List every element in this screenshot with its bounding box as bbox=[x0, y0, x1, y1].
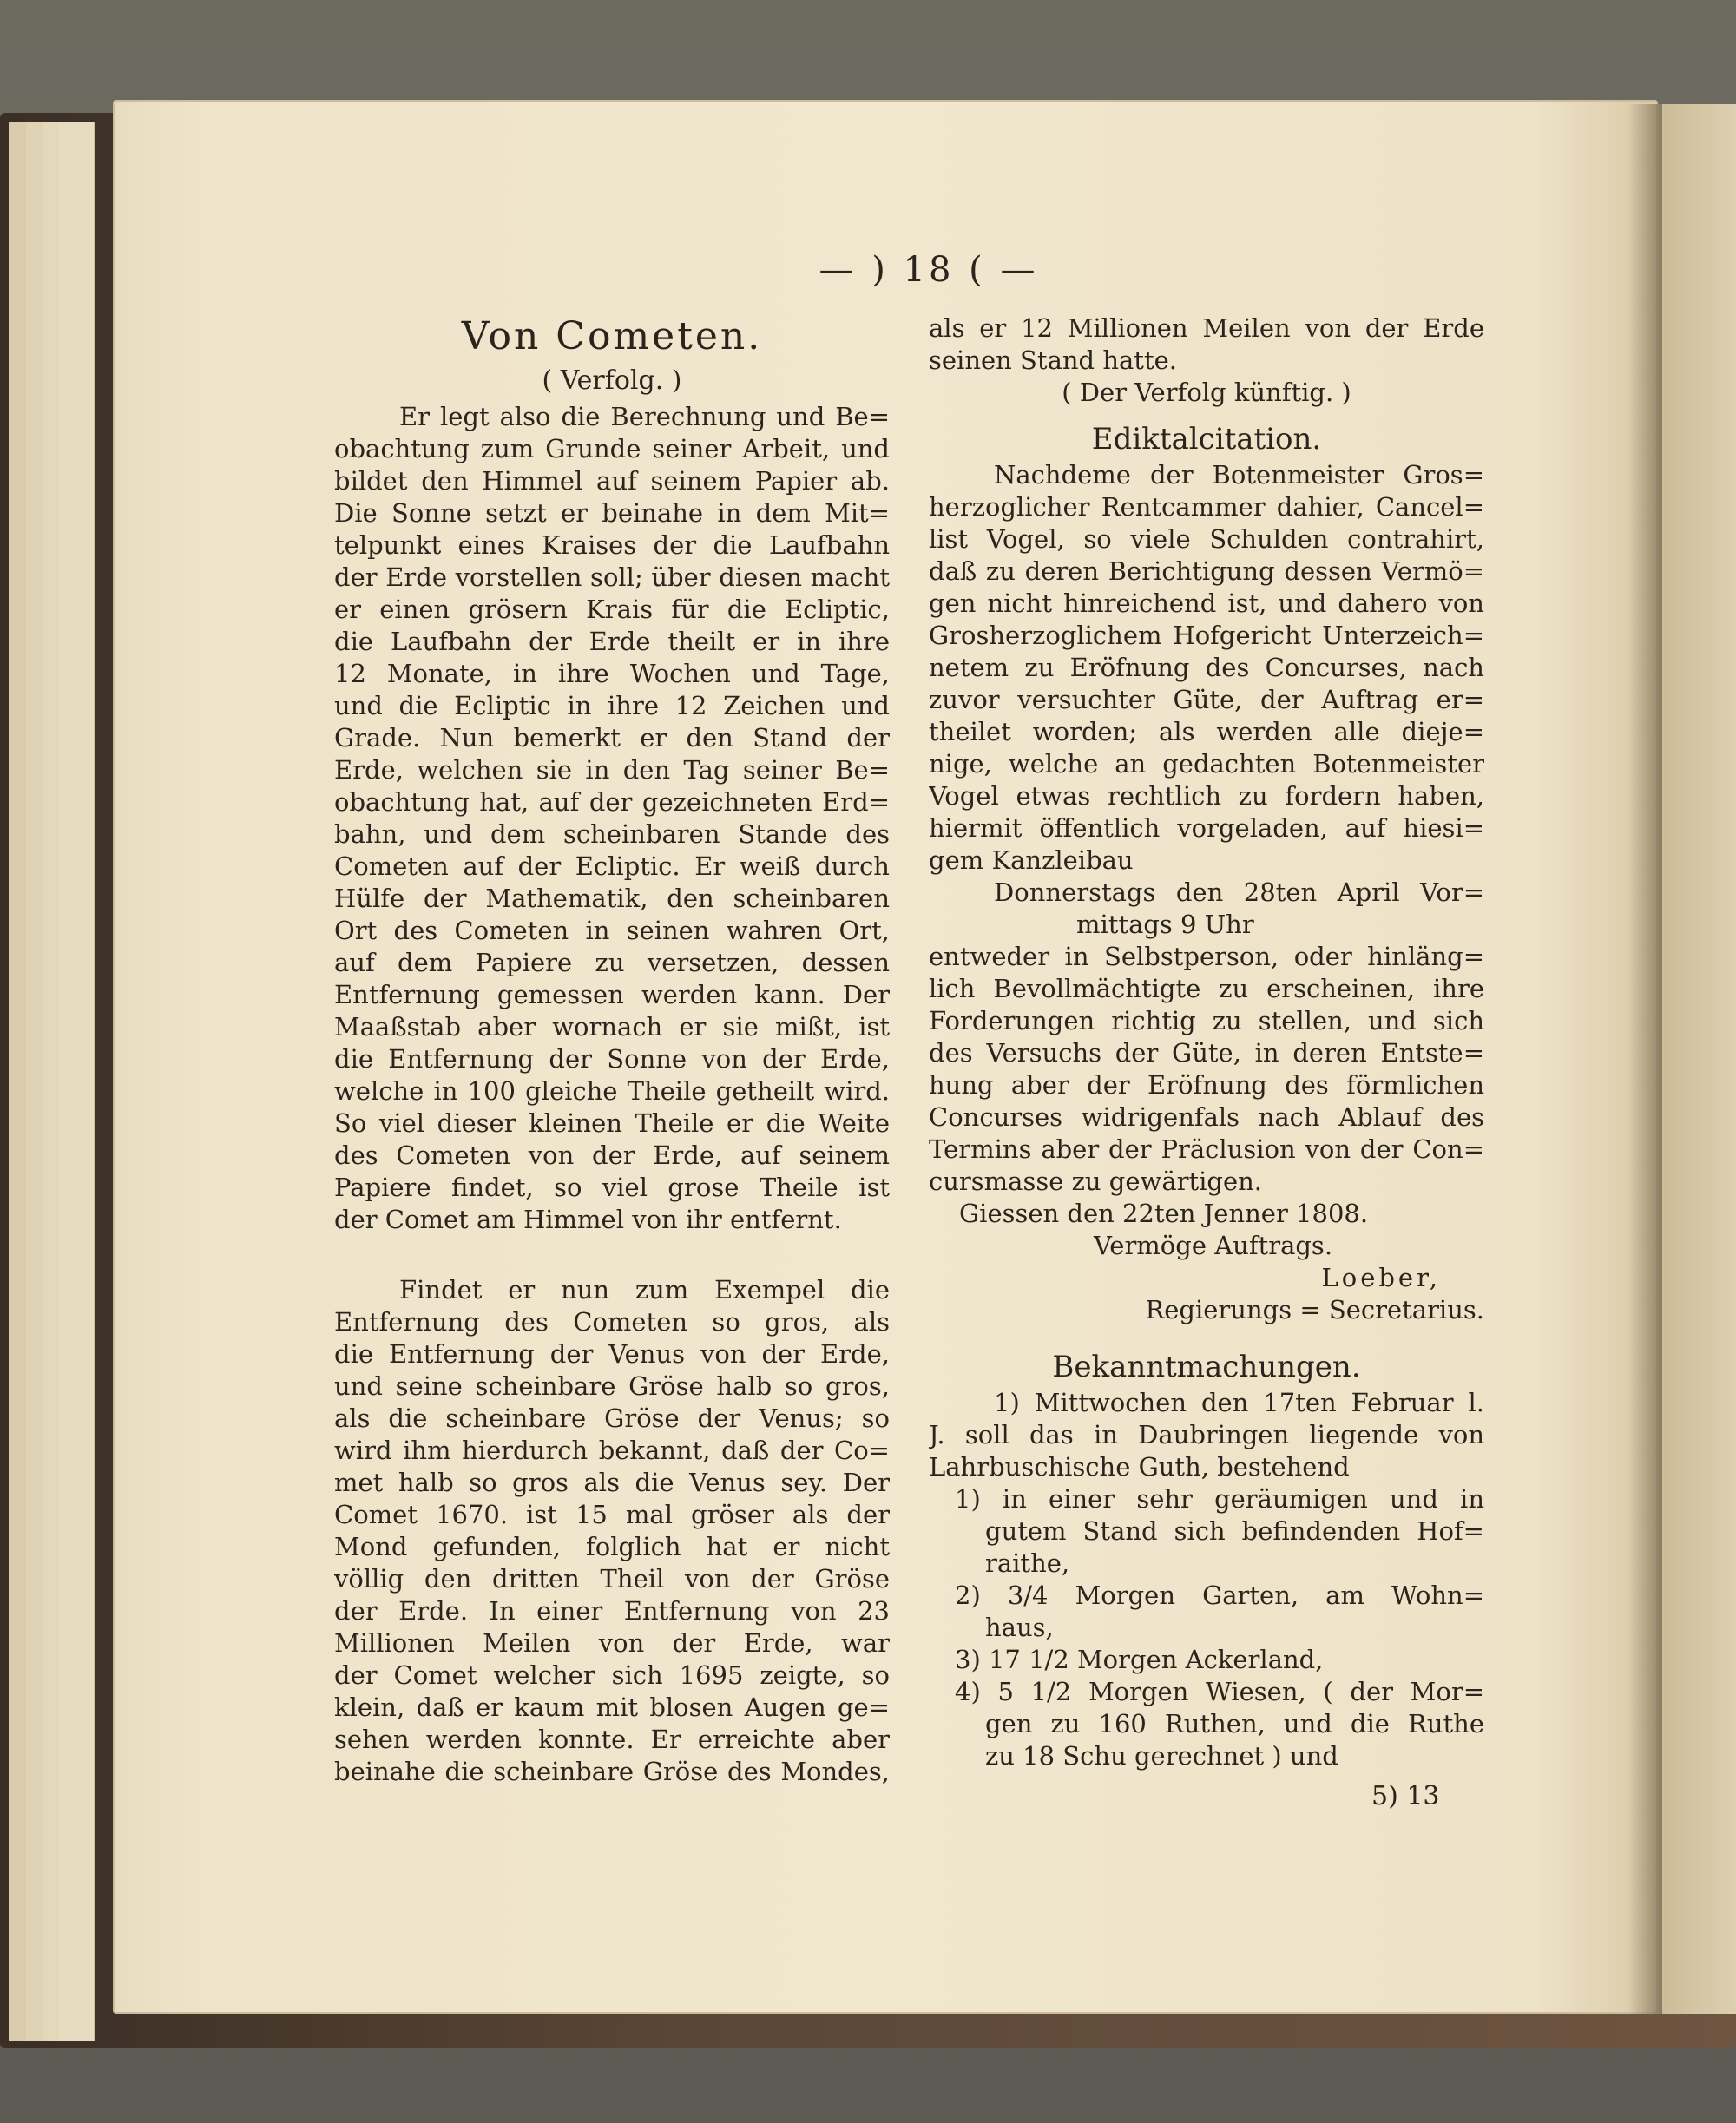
list-item: gutem Stand sich befindenden Hof= bbox=[985, 1516, 1484, 1546]
list-item: raithe, bbox=[985, 1548, 1070, 1578]
list-item: 4) 5 1/2 Morgen Wiesen, ( der Mor= bbox=[955, 1677, 1484, 1706]
text-line: klein, daß er kaum mit blosen Augen ge= bbox=[334, 1692, 890, 1722]
list-item: zu 18 Schu gerechnet ) und bbox=[985, 1741, 1338, 1771]
paragraph bbox=[929, 1387, 1484, 1483]
text-line: Entfernung gemessen werden kann. Der bbox=[334, 980, 890, 1009]
text-line: bildet den Himmel auf seinem Papier ab. bbox=[334, 466, 890, 496]
text-line: gen nicht hinreichend ist, und dahero von bbox=[929, 588, 1484, 618]
text-line: Ort des Cometen in seinen wahren Ort, bbox=[334, 916, 890, 945]
text-line: Lahrbuschische Guth, bestehend bbox=[929, 1452, 1350, 1482]
text-line: Millionen Meilen von der Erde, war bbox=[334, 1628, 890, 1658]
place-date: Giessen den 22ten Jenner 1808. bbox=[959, 1199, 1369, 1228]
text-line: Comet 1670. ist 15 mal gröser als der bbox=[334, 1500, 890, 1529]
text-line: list Vogel, so viele Schulden contrahirt, bbox=[929, 524, 1484, 554]
text-line: des Cometen von der Erde, auf seinem bbox=[334, 1140, 890, 1170]
paragraph bbox=[334, 1274, 890, 1788]
text-line: 12 Monate, in ihre Wochen und Tage, bbox=[334, 659, 890, 688]
date-line: mittags 9 Uhr bbox=[1076, 910, 1254, 939]
list-item: haus, bbox=[985, 1613, 1054, 1642]
text-line: bahn, und dem scheinbaren Stande des bbox=[334, 819, 890, 849]
text-line: nige, welche an gedachten Botenmeister bbox=[929, 749, 1484, 779]
paragraph bbox=[929, 941, 1484, 1198]
text-line: Hülfe der Mathematik, den scheinbaren bbox=[334, 884, 890, 913]
text-line: der Comet am Himmel von ihr entfernt. bbox=[334, 1205, 842, 1234]
text-line: Mond gefunden, folglich hat er nicht bbox=[334, 1532, 890, 1561]
paragraph-gap bbox=[334, 1236, 890, 1274]
text-line: obachtung hat, auf der gezeichneten Erd= bbox=[334, 787, 890, 817]
page-number: — ) 18 ( — bbox=[819, 250, 1039, 290]
paragraph bbox=[929, 459, 1484, 877]
text-line: Nachdeme der Botenmeister Gros= bbox=[994, 460, 1484, 490]
text-line: Erde, welchen sie in den Tag seiner Be= bbox=[334, 755, 890, 785]
text-line: Grade. Nun bemerkt er den Stand der bbox=[334, 723, 890, 753]
text-line: cursmasse zu gewärtigen. bbox=[929, 1167, 1263, 1196]
facing-page-edge bbox=[1649, 104, 1736, 2014]
text-line: Maaßstab aber wornach er sie mißt, ist bbox=[334, 1012, 890, 1042]
text-line: der Comet welcher sich 1695 zeigte, so bbox=[334, 1660, 890, 1690]
catchword: 5) 13 bbox=[1371, 1781, 1440, 1811]
text-line: hiermit öffentlich vorgeladen, auf hiesi= bbox=[929, 813, 1484, 843]
text-line: J. soll das in Daubringen liegende von bbox=[929, 1420, 1484, 1449]
signature-name: Loeber, bbox=[1321, 1263, 1441, 1292]
text-line: die Laufbahn der Erde theilt er in ihre bbox=[334, 627, 890, 656]
text-line: daß zu deren Berichtigung dessen Vermö= bbox=[929, 556, 1484, 586]
text-line: beinahe die scheinbare Gröse des Mondes, bbox=[334, 1757, 890, 1786]
text-line: auf dem Papiere zu versetzen, dessen bbox=[334, 948, 890, 977]
text-line: Vogel etwas rechtlich zu fordern haben, bbox=[929, 781, 1484, 811]
text-line: Entfernung des Cometen so gros, als bbox=[334, 1307, 890, 1337]
text-line: Termins aber der Präclusion von der Con= bbox=[929, 1134, 1484, 1164]
text-line: zuvor versuchter Güte, der Auftrag er= bbox=[929, 685, 1484, 714]
text-line: Concurses widrigenfals nach Ablauf des bbox=[929, 1102, 1484, 1132]
text-line: völlig den dritten Theil von der Gröse bbox=[334, 1564, 890, 1594]
continuation-note: ( Der Verfolg künftig. ) bbox=[1062, 378, 1351, 407]
text-line: der Erde vorstellen soll; über diesen macht bbox=[334, 562, 890, 592]
list-item: 1) in einer sehr geräumigen und in bbox=[955, 1484, 1484, 1514]
date-line: Donnerstags den 28ten April Vor= bbox=[994, 877, 1484, 907]
text-line: Die Sonne setzt er beinahe in dem Mit= bbox=[334, 498, 890, 528]
text-line: des Versuchs der Güte, in deren Entste= bbox=[929, 1038, 1484, 1068]
text-line: netem zu Eröfnung des Concurses, nach bbox=[929, 653, 1484, 682]
text-line: gem Kanzleibau bbox=[929, 845, 1134, 875]
text-line: theilet worden; als werden alle dieje= bbox=[929, 717, 1484, 746]
text-line: die Entfernung der Sonne von der Erde, bbox=[334, 1044, 890, 1074]
text-line: er einen grösern Krais für die Ecliptic, bbox=[334, 595, 890, 624]
text-line: die Entfernung der Venus von der Erde, bbox=[334, 1339, 890, 1369]
article-subtitle: ( Verfolg. ) bbox=[542, 365, 682, 396]
paragraph bbox=[334, 401, 890, 1236]
text-line: Grosherzoglichem Hofgericht Unterzeich= bbox=[929, 621, 1484, 650]
signature-title: Regierungs = Secretarius. bbox=[1145, 1295, 1484, 1324]
text-line: herzoglicher Rentcammer dahier, Cancel= bbox=[929, 492, 1484, 522]
list-item: gen zu 160 Ruthen, und die Ruthe bbox=[985, 1709, 1484, 1738]
text-line: So viel dieser kleinen Theile er die Weite bbox=[334, 1108, 890, 1138]
text-line: als er 12 Millionen Meilen von der Erde bbox=[929, 313, 1484, 343]
left-column bbox=[334, 312, 890, 1788]
section-heading: Bekanntmachungen. bbox=[1052, 1350, 1361, 1384]
text-line: Findet er nun zum Exempel die bbox=[399, 1275, 890, 1305]
text-line: seinen Stand hatte. bbox=[929, 345, 1177, 375]
text-line: lich Bevollmächtigte zu erscheinen, ihre bbox=[929, 974, 1484, 1003]
text-line: welche in 100 gleiche Theile getheilt wird. bbox=[334, 1076, 890, 1106]
text-line: sehen werden konnte. Er erreichte aber bbox=[334, 1725, 890, 1754]
article-title: Von Cometen. bbox=[461, 314, 763, 358]
text-line: und seine scheinbare Gröse halb so gros, bbox=[334, 1371, 890, 1401]
text-line: entweder in Selbstperson, oder hinläng= bbox=[929, 942, 1484, 971]
list-item: 2) 3/4 Morgen Garten, am Wohn= bbox=[955, 1581, 1484, 1610]
text-line: telpunkt eines Kraises der die Laufbahn bbox=[334, 530, 890, 560]
text-line: 1) Mittwochen den 17ten Februar l. bbox=[994, 1388, 1484, 1417]
text-line: wird ihm hierdurch bekannt, daß der Co= bbox=[334, 1436, 890, 1465]
spine-shadow bbox=[1628, 104, 1662, 2014]
text-line: und die Ecliptic in ihre 12 Zeichen und bbox=[334, 691, 890, 720]
text-line: obachtung zum Grunde seiner Arbeit, und bbox=[334, 434, 890, 463]
text-line: met halb so gros als die Venus sey. Der bbox=[334, 1468, 890, 1497]
text-line: Papiere findet, so viel grose Theile ist bbox=[334, 1173, 890, 1202]
page-edge bbox=[59, 122, 95, 2041]
section-heading: Ediktalcitation. bbox=[1091, 422, 1322, 457]
text-line: als die scheinbare Gröse der Venus; so bbox=[334, 1403, 890, 1433]
list-item: 3) 17 1/2 Morgen Ackerland, bbox=[955, 1645, 1324, 1674]
text-line: Forderungen richtig zu stellen, und sich bbox=[929, 1006, 1484, 1035]
text-line: Cometen auf der Ecliptic. Er weiß durch bbox=[334, 851, 890, 881]
authority-line: Vermöge Auftrags. bbox=[1094, 1231, 1333, 1260]
text-line: hung aber der Eröfnung des förmlichen bbox=[929, 1070, 1484, 1100]
right-column bbox=[929, 312, 1484, 1772]
list bbox=[929, 1483, 1484, 1772]
text-line: der Erde. In einer Entfernung von 23 bbox=[334, 1596, 890, 1626]
text-line: Er legt also die Berechnung und Be= bbox=[399, 402, 890, 431]
